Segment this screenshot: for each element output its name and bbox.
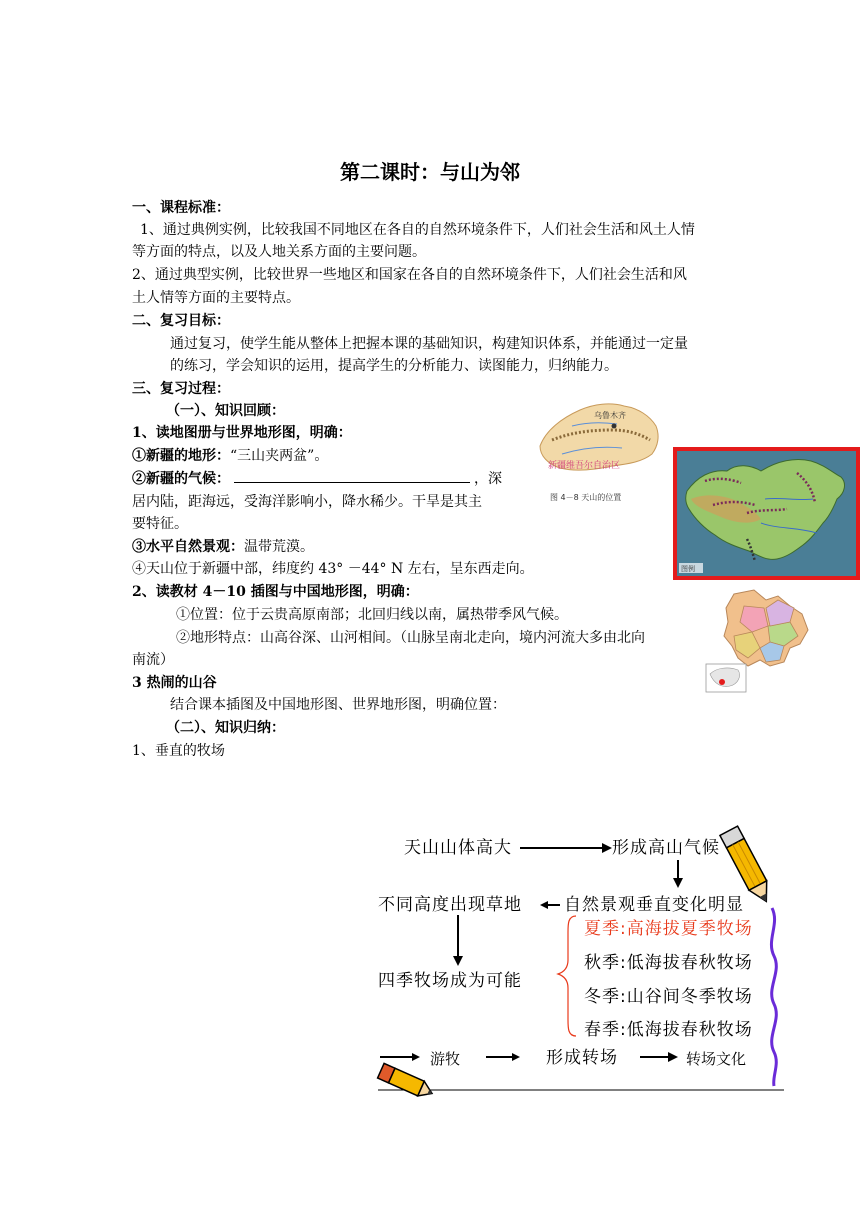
- paragraph-1-line-1: 1、通过典例实例，比较我国不同地区在各自的自然环境条件下，人们社会生活和风土人情: [140, 222, 695, 238]
- xinjiang-climate-line-2: 居内陆，距海远，受海洋影响小，降水稀少。干旱是其主: [132, 494, 482, 510]
- xinjiang-region-label: 新疆维吾尔自治区: [548, 461, 621, 471]
- xinjiang-landscape: [132, 536, 314, 558]
- urumqi-label: 乌鲁木齐: [594, 411, 626, 420]
- section-3-heading: 三、复习过程：: [132, 381, 230, 397]
- objective-line-1: 通过复习，使学生能从整体上把握本课的基础知识，构建知识体系，并能通过一定量: [170, 336, 688, 352]
- flow-winter-pasture: 冬季:山谷间冬季牧场: [584, 987, 753, 1007]
- yunnan-map: [704, 586, 816, 696]
- item-2: 2、读教材 4－10 插图与中国地形图，明确：: [132, 584, 419, 600]
- paragraph-2-line-2: 土人情等方面的主要特点。: [132, 290, 300, 306]
- flow-node-alpine-climate: 形成高山气候: [612, 838, 720, 858]
- page-title: 第二课时：与山为邻: [340, 160, 520, 184]
- item-3-text: 结合课本插图及中国地形图、世界地形图，明确位置：: [170, 697, 506, 713]
- flow-autumn-pasture: 秋季:低海拔春秋牧场: [584, 953, 753, 973]
- flow-node-transhumance: 形成转场: [546, 1048, 618, 1068]
- item-3: 3 热闹的山谷: [132, 675, 217, 691]
- yunnan-terrain-line-2: 南流）: [132, 652, 174, 668]
- flow-node-transhumance-culture: 转场文化: [686, 1050, 747, 1068]
- xinjiang-climate-label: ②新疆的气候：: [132, 471, 230, 487]
- xinjiang-climate-line-3: 要特征。: [132, 516, 188, 532]
- tianshan-map: [532, 396, 672, 510]
- xinjiang-landscape-label: ③水平自然景观：: [132, 539, 244, 555]
- china-terrain-map: [673, 447, 860, 580]
- paragraph-1-line-2: 等方面的特点，以及人地关系方面的主要问题。: [132, 244, 426, 260]
- map-legend-label: 图例: [681, 565, 695, 573]
- xinjiang-terrain-label: ①新疆的地形：: [132, 448, 230, 464]
- yunnan-location: ①位置：位于云贵高原南部；北回归线以南，属热带季风气候。: [176, 607, 568, 623]
- yunnan-terrain: ②地形特点：山高谷深、山河相间。（山脉呈南北走向，境内河流大多由北向: [176, 630, 645, 646]
- item-4: 1、垂直的牧场: [132, 743, 225, 759]
- item-1: 1、读地图册与世界地形图，明确：: [132, 425, 352, 441]
- flow-node-vertical-landscape: 自然景观垂直变化明显: [564, 895, 744, 915]
- flow-spring-pasture: 春季:低海拔春秋牧场: [584, 1020, 753, 1040]
- flow-node-nomadic: 游牧: [430, 1050, 461, 1068]
- flow-node-tianshan-high: 天山山体高大: [404, 838, 512, 858]
- xinjiang-climate: [132, 468, 502, 490]
- xinjiang-climate-after: ，深: [474, 471, 502, 487]
- subsection-summary: （二）、知识归纳：: [166, 720, 285, 736]
- section-2-heading: 二、复习目标：: [132, 313, 230, 329]
- xinjiang-terrain-text: “三山夹两盆”。: [230, 448, 329, 464]
- pencil-icon: [374, 1060, 438, 1106]
- xinjiang-landscape-text: 温带荒漠。: [244, 539, 314, 555]
- flow-summer-pasture: 夏季:高海拔夏季牧场: [584, 919, 753, 939]
- section-1-heading: 一、课程标准：: [132, 200, 230, 216]
- paragraph-2-line-1: 2、通过典型实例，比较世界一些地区和国家在各自的自然环境条件下，人们社会生活和风: [132, 267, 687, 283]
- fill-in-blank: [234, 468, 470, 483]
- xinjiang-terrain: [132, 445, 328, 467]
- flow-node-four-seasons: 四季牧场成为可能: [378, 971, 522, 991]
- map-caption: 图 4－8 天山的位置: [550, 493, 622, 502]
- flow-node-grassland: 不同高度出现草地: [378, 895, 522, 915]
- objective-line-2: 的练习，学会知识的运用，提高学生的分析能力、读图能力，归纳能力。: [170, 358, 618, 374]
- tianshan-location: ④天山位于新疆中部，纬度约 43° －44° N 左右，呈东西走向。: [132, 561, 534, 577]
- subsection-review: （一）、知识回顾：: [166, 403, 285, 419]
